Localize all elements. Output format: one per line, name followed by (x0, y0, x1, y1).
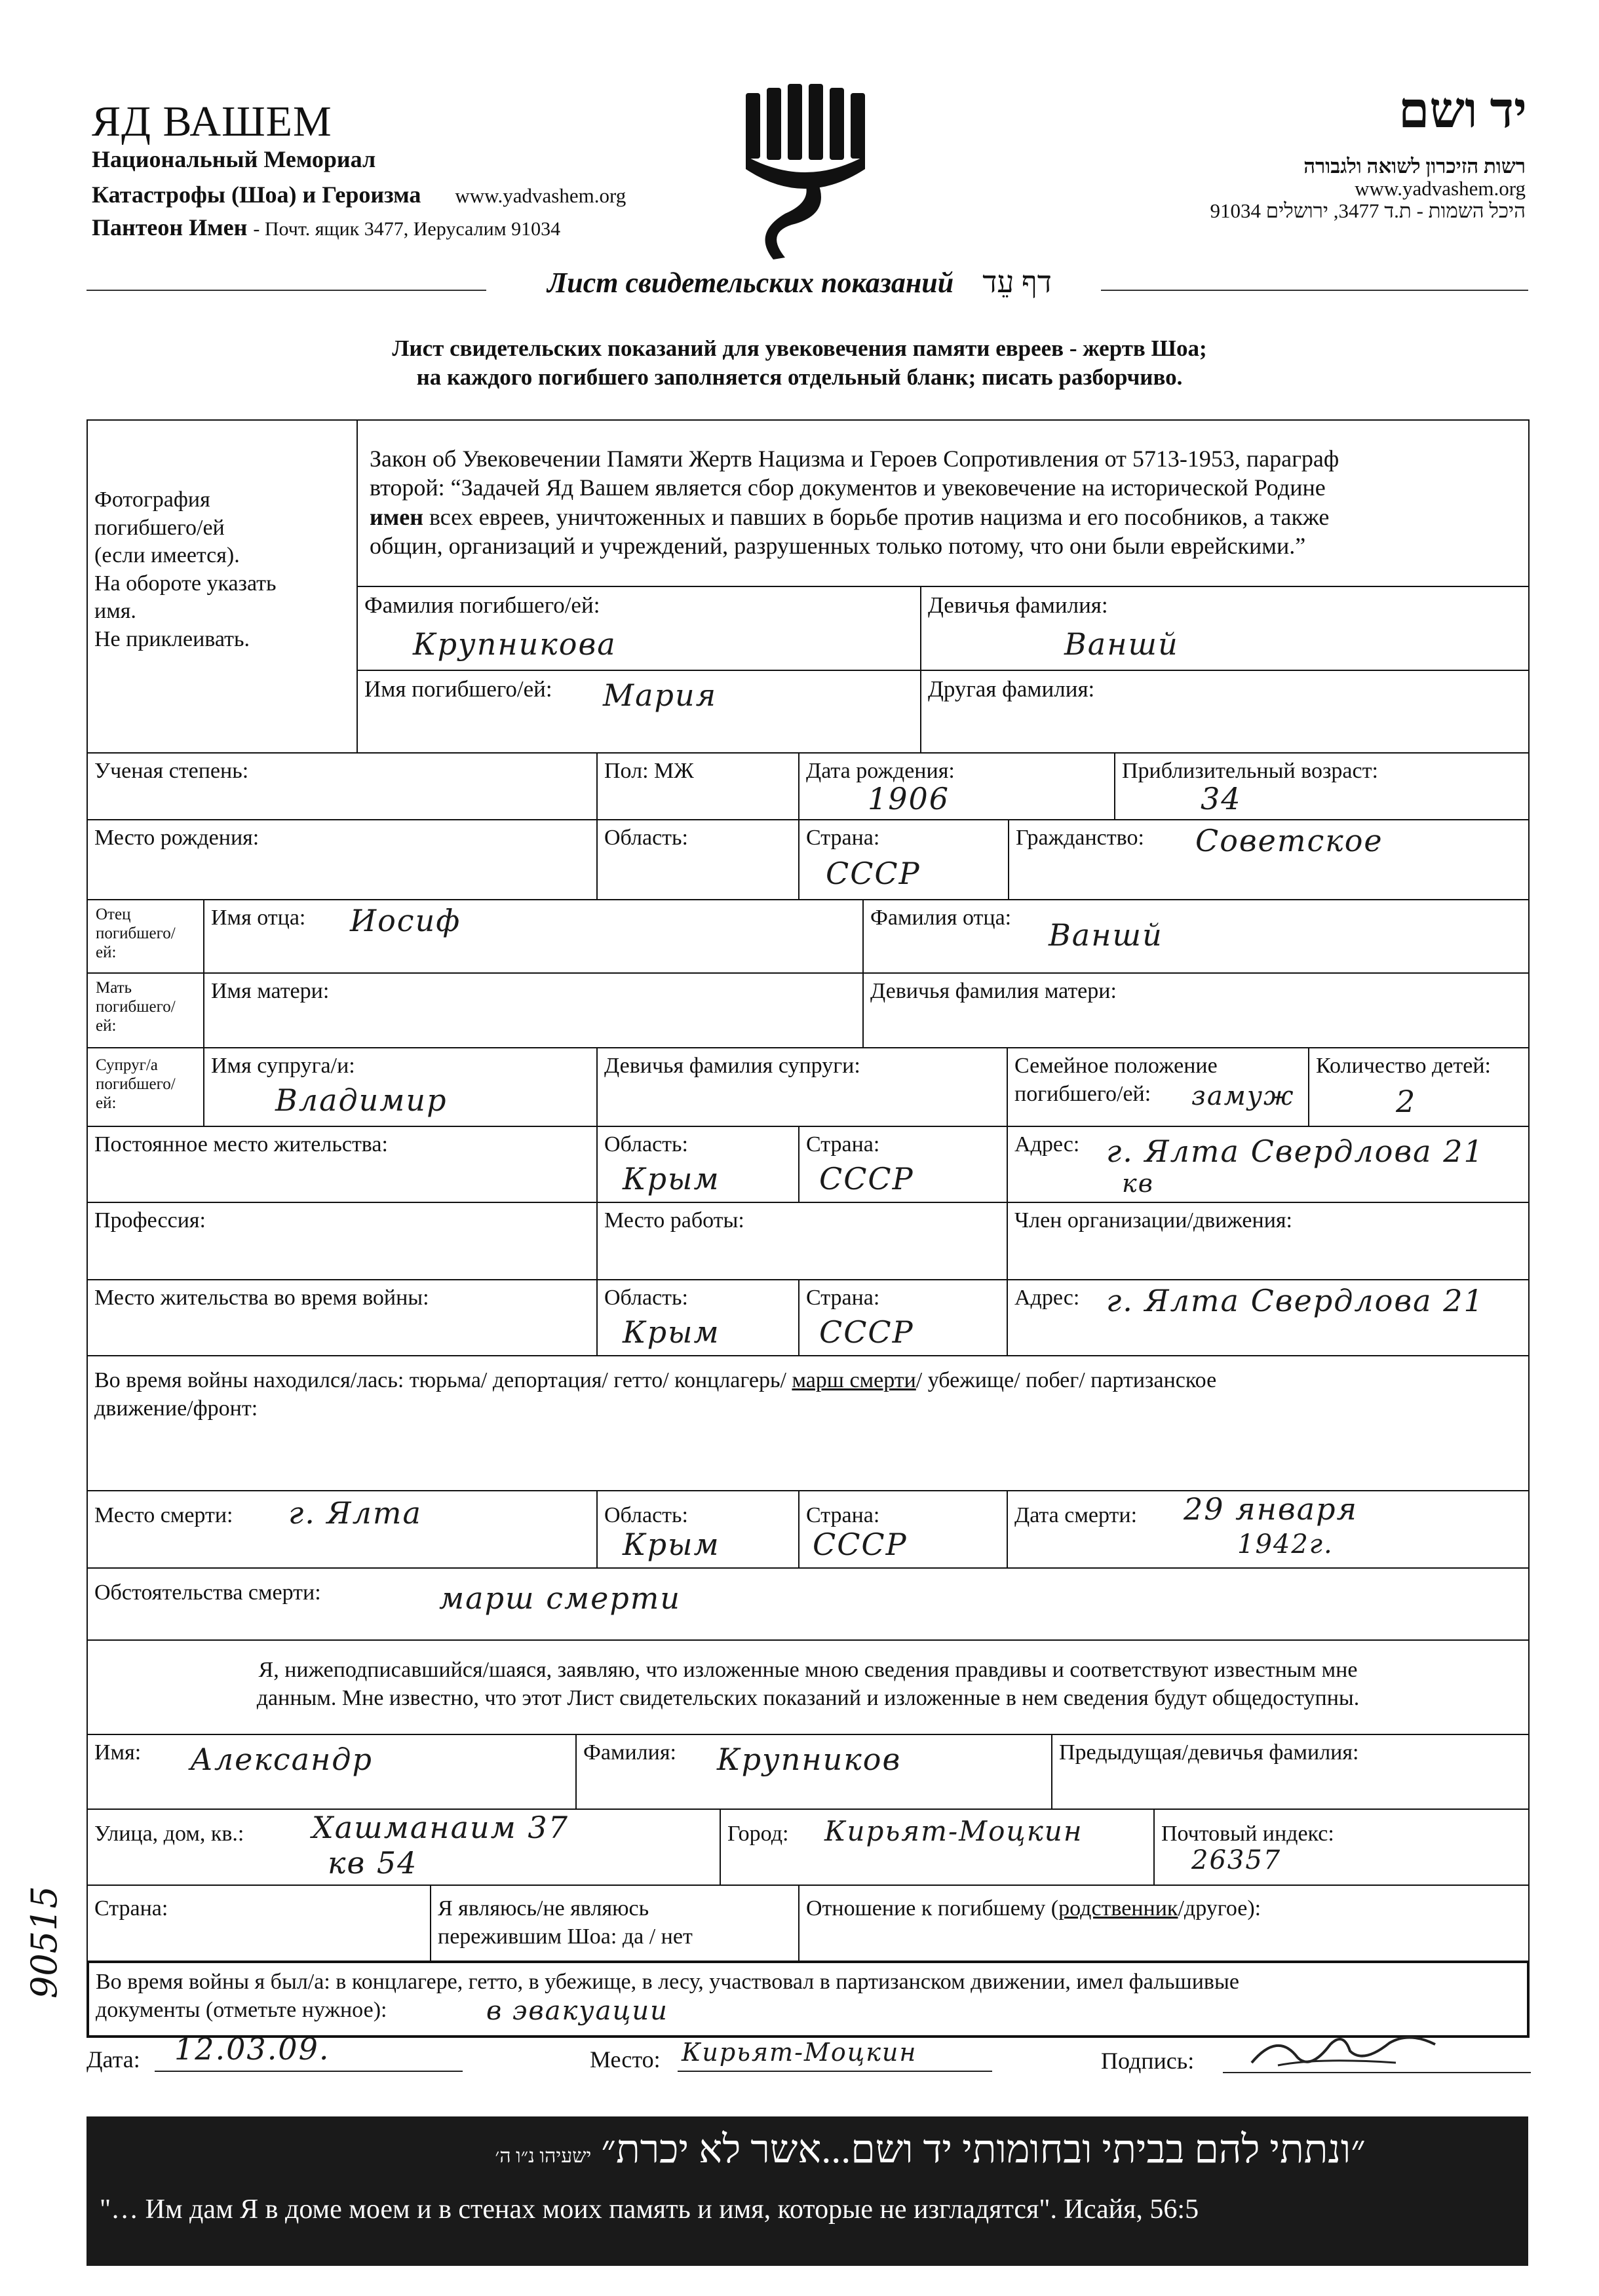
law-line-4: общин, организаций и учреждений, разрушенных только потому, что они были еврейскими.” (370, 532, 1306, 559)
spouse-name-value: Владимир (275, 1082, 448, 1118)
residence-address-value: г. Ялта Свердлова 21 (1106, 1134, 1484, 1169)
war-country-label: Страна: (806, 1286, 880, 1310)
mother-side-label: Мать погибшего/ ей: (87, 972, 204, 1048)
death-circumstances-label: Обстоятельства смерти: (94, 1580, 321, 1605)
marital-value: замуж (1191, 1081, 1295, 1111)
war-region-value: Крым (623, 1314, 720, 1350)
law-line-1: Закон об Увековечении Памяти Жертв Нацизма и Героев Сопротивления от 5713-1953, параграф (370, 446, 1339, 472)
law-line-3 (370, 503, 1516, 531)
victim-maiden-label: Девичья фамилия: (928, 592, 1108, 618)
spouse-side-label: Супруг/а погибшего/ ей: (87, 1047, 204, 1127)
birth-country-label: Страна: (806, 826, 880, 850)
death-circumstances-field[interactable] (87, 1567, 1530, 1641)
birth-date-label: Дата рождения: (806, 759, 955, 783)
submitter-country-field[interactable] (87, 1885, 431, 1962)
spouse-maiden-field[interactable] (596, 1047, 1008, 1127)
photo-note-2: погибшего/ей (94, 515, 225, 540)
org-line-1: Национальный Мемориал (92, 146, 376, 172)
residence-label: Постоянное место жительства: (94, 1132, 388, 1157)
declaration-line-1: Я, нижеподписавшийся/шаяся, заявляю, что изложенные мною сведения правдивы и соответствуют известным мне (258, 1658, 1358, 1682)
residence-address-label: Адрес: (1014, 1132, 1080, 1157)
relation-marked: родственник (1058, 1896, 1178, 1921)
submitter-city-label: Город: (727, 1822, 789, 1846)
degree-label: Ученая степень: (94, 759, 249, 783)
org-line-2-text: Катастрофы (Шоа) и Героизма (92, 182, 421, 208)
form-title-he: דף עֵד (982, 265, 1052, 299)
war-address-value: г. Ялта Свердлова 21 (1106, 1283, 1484, 1318)
marital-label: Семейное положение погибшего/ей: (1014, 1054, 1218, 1106)
signature-image[interactable] (1239, 2025, 1448, 2077)
declaration (87, 1639, 1530, 1735)
photo-note-4: На обороте указать (94, 571, 277, 596)
workplace-label: Место работы: (604, 1208, 744, 1233)
victim-first-label: Имя погибшего/ей: (364, 676, 552, 702)
degree-field[interactable] (87, 752, 598, 820)
relation-label-a: Отношение к погибшему ( (806, 1896, 1059, 1921)
footer-sign-label: Подпись: (1101, 2048, 1195, 2074)
photo-box (87, 419, 358, 754)
submitter-prev-surname-label: Предыдущая/девичья фамилия: (1059, 1740, 1359, 1765)
war-status-line-1 (94, 1367, 1522, 1395)
submitter-war-line-1: Во время войны я был/а: в концлагере, гетто, в убежище, в лесу, участвовал в партизанском движении, имел фальшивые (96, 1970, 1239, 1994)
victim-maiden-value: Ваншй (1064, 626, 1179, 662)
death-region-value: Крым (623, 1527, 720, 1562)
submitter-zip-label: Почтовый индекс: (1161, 1822, 1334, 1846)
spouse-name-label: Имя супруга/и: (211, 1054, 355, 1078)
instructions-line-2: на каждого погибшего заполняется отдельный бланк; писать разборчиво. (416, 364, 1183, 390)
residence-region-value: Крым (623, 1161, 720, 1196)
father-surname-label: Фамилия отца: (870, 906, 1012, 930)
form-title (0, 265, 1599, 299)
victim-first-value: Мария (603, 678, 718, 713)
citizenship-label: Гражданство: (1016, 826, 1144, 850)
war-status-marked: марш смерти (792, 1368, 916, 1392)
victim-other-surname-field[interactable] (920, 670, 1530, 754)
footer-place-label: Место: (590, 2046, 661, 2073)
age-field[interactable] (1114, 752, 1530, 820)
children-value: 2 (1396, 1084, 1417, 1119)
citizenship-value: Советское (1195, 823, 1383, 858)
law-line-3-rest: всех евреев, уничтоженных и павших в борьбе против нацизма и его пособников, а также (423, 503, 1330, 530)
relation-field[interactable] (798, 1885, 1530, 1962)
submitter-surname-label: Фамилия: (583, 1740, 676, 1765)
war-address-label: Адрес: (1014, 1286, 1080, 1310)
father-name-label: Имя отца: (211, 906, 306, 930)
birth-region-field[interactable] (596, 819, 800, 900)
father-surname-field[interactable] (862, 899, 1530, 974)
sex-label: Пол: МЖ (604, 759, 694, 783)
photo-note-1: Фотография (94, 488, 210, 512)
war-region-label: Область: (604, 1286, 688, 1310)
victim-surname-label: Фамилия погибшего/ей: (364, 592, 600, 618)
birthplace-label: Место рождения: (94, 826, 260, 850)
form-title-ru: Лист свидетельских показаний (547, 267, 954, 299)
law-bold: имен (370, 503, 423, 530)
war-status-field[interactable] (87, 1355, 1530, 1491)
org-title-he: יד ושם (1398, 83, 1527, 138)
quote-he-text: ״ונתתי להם בביתי ובחומותי יד ושם...אשר לא יכרת״ (601, 2128, 1366, 2171)
victim-maiden-field[interactable] (920, 586, 1530, 671)
profession-field[interactable] (87, 1202, 598, 1280)
quote-he-ref: ישעיהו נ״ו ה׳ (495, 2145, 592, 2167)
death-country-value: СССР (813, 1527, 908, 1562)
law-excerpt (356, 419, 1530, 587)
footer-date-label: Дата: (87, 2046, 140, 2073)
footer-date-value[interactable]: 12.03.09. (174, 2031, 330, 2067)
submitter-country-label: Страна: (94, 1896, 168, 1921)
death-country-label: Страна: (806, 1503, 880, 1527)
residence-country-label: Страна: (806, 1132, 880, 1157)
org-he-website: www.yadvashem.org (1355, 177, 1526, 200)
photo-note-5: имя. (94, 599, 136, 623)
war-status-text-2: / убежище/ побег/ партизанское (915, 1368, 1217, 1392)
declaration-line-2: данным. Мне известно, что этот Лист свидетельских показаний и изложенные в нем сведения будут общедоступны. (256, 1685, 1360, 1710)
footer-quote-band (87, 2116, 1528, 2266)
survivor-field[interactable] (430, 1885, 800, 1962)
death-circumstances-value: марш смерти (439, 1580, 682, 1616)
death-place-label: Место смерти: (94, 1503, 233, 1527)
org-line-3-text: Пантеон Имен (92, 214, 248, 240)
death-region-label: Область: (604, 1503, 688, 1527)
birth-date-value: 1906 (868, 781, 950, 816)
mother-name-field[interactable] (203, 972, 864, 1048)
children-field[interactable] (1308, 1047, 1530, 1127)
quote-he (495, 2127, 1366, 2172)
org-line-3 (92, 214, 560, 241)
children-label: Количество детей: (1316, 1054, 1491, 1078)
survivor-label-1: Я являюсь/не являюсь (438, 1896, 649, 1921)
submitter-name-value: Александр (190, 1742, 373, 1777)
membership-label: Член организации/движения: (1014, 1208, 1292, 1233)
submitter-street-label: Улица, дом, кв.: (94, 1822, 244, 1846)
footer-date-line (155, 2071, 463, 2072)
birthplace-field[interactable] (87, 819, 598, 900)
victim-other-surname-label: Другая фамилия: (928, 676, 1095, 702)
submitter-surname-value: Крупников (717, 1742, 902, 1777)
death-date-value-1: 29 января (1184, 1491, 1358, 1527)
residence-country-value: СССР (819, 1161, 914, 1196)
age-label: Приблизительный возраст: (1122, 759, 1378, 783)
father-name-value: Иосиф (350, 903, 461, 938)
workplace-field[interactable] (596, 1202, 1008, 1280)
instructions-line-1: Лист свидетельских показаний для увековечения памяти евреев - жертв Шоа; (392, 335, 1207, 361)
father-side-label: Отец погибшего/ ей: (87, 899, 204, 974)
victim-surname-value: Крупникова (413, 626, 617, 662)
submitter-war-value: в эвакуации (486, 1996, 668, 2026)
org-line-2 (92, 181, 626, 208)
org-website: www.yadvashem.org (455, 184, 626, 207)
birth-region-label: Область: (604, 826, 688, 850)
photo-note-3: (если имеется). (94, 543, 240, 567)
submitter-street-value-2: кв 54 (328, 1845, 418, 1881)
survivor-label-2: пережившим Шоа: да / нет (438, 1924, 693, 1949)
submitter-name-label: Имя: (94, 1740, 142, 1765)
residence-address-value-2: кв (1122, 1169, 1154, 1198)
death-date-label: Дата смерти: (1014, 1503, 1138, 1527)
org-he-line-3: היכל השמות - ת.ד 3477, ירושלים 91034 (1210, 199, 1526, 222)
footer-place-value[interactable]: Кирьят-Моцкин (682, 2038, 917, 2067)
quote-ru: "… Им дам Я в доме моем и в стенах моих память и имя, которые не изгладятся". Исайя, 56:5 (100, 2194, 1199, 2225)
menorah-logo-icon (739, 84, 870, 261)
residence-field[interactable] (87, 1126, 598, 1203)
org-title-ru: ЯД ВАШЕМ (92, 98, 332, 145)
relation-label-b: /другое): (1178, 1896, 1262, 1921)
footer-place-line (678, 2071, 992, 2072)
submitter-prev-surname-field[interactable] (1051, 1734, 1530, 1810)
org-address: - Почт. ящик 3477, Иерусалим 91034 (253, 218, 561, 240)
sex-field[interactable] (596, 752, 800, 820)
submitter-war-line-2: документы (отметьте нужное): (96, 1997, 387, 2022)
war-residence-label: Место жительства во время войны: (94, 1286, 429, 1310)
war-country-value: СССР (819, 1314, 914, 1350)
mother-maiden-field[interactable] (862, 972, 1530, 1048)
mother-name-label: Имя матери: (211, 979, 330, 1003)
death-place-value: г. Ялта (288, 1495, 422, 1531)
org-he-line-1: רשות הזיכרון לשואה ולגבורה (1303, 155, 1526, 178)
birth-country-value: СССР (826, 856, 921, 891)
father-surname-value: Ваншй (1049, 917, 1163, 953)
spouse-maiden-label: Девичья фамилия супруги: (604, 1054, 860, 1078)
residence-region-label: Область: (604, 1132, 688, 1157)
submitter-city-value: Кирьят-Моцкин (824, 1815, 1083, 1847)
photo-note-6: Не приклеивать. (94, 626, 250, 651)
mother-maiden-label: Девичья фамилия матери: (870, 979, 1117, 1003)
birth-date-field[interactable] (798, 752, 1115, 820)
membership-field[interactable] (1007, 1202, 1530, 1280)
submitter-zip-value: 26357 (1191, 1845, 1282, 1875)
profession-label: Профессия: (94, 1208, 206, 1233)
father-name-field[interactable] (203, 899, 864, 974)
submitter-street-value-1: Хашманаим 37 (312, 1810, 569, 1845)
death-date-value-2: 1942г. (1237, 1529, 1334, 1559)
war-status-text-1: Во время войны находился/лась: тюрьма/ депортация/ гетто/ концлагерь/ (94, 1368, 792, 1392)
war-residence-field[interactable] (87, 1279, 598, 1356)
age-value: 34 (1201, 781, 1242, 816)
war-status-line-2: движение/фронт: (94, 1396, 258, 1421)
law-line-2: второй: “Задачей Яд Вашем является сбор документов и увековечение на исторической Родине (370, 474, 1326, 501)
page-number: 90515 (24, 1886, 65, 1999)
